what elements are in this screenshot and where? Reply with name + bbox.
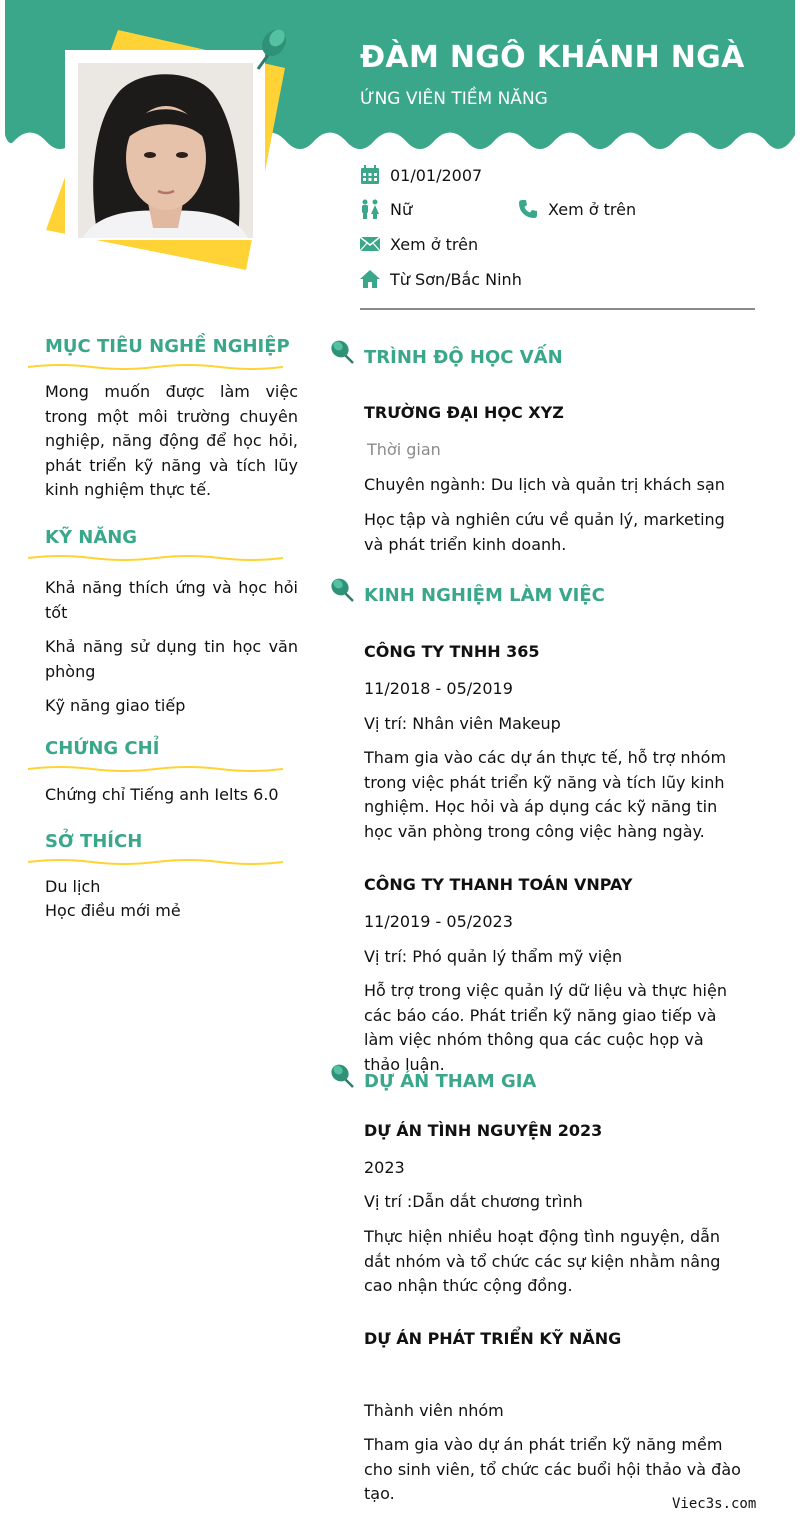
skill-item: Khả năng thích ứng và học hỏi tốt	[45, 578, 298, 622]
education-major: Chuyên ngành: Du lịch và quản trị khách sạn	[364, 475, 725, 494]
projects-heading: DỰ ÁN THAM GIA	[364, 1071, 537, 1092]
candidate-subtitle: ỨNG VIÊN TIỀM NĂNG	[360, 89, 548, 109]
job-desc: Tham gia vào các dự án thực tế, hỗ trợ nhóm trong việc phát triển kỹ năng và tích lũy kinh nghiệm. Học hỏi và áp dụng các kỹ năng tin học văn phòng trong công việc hàng ngày.	[364, 748, 727, 841]
address-value: Từ Sơn/Bắc Ninh	[390, 269, 522, 289]
hobbies-underline	[28, 857, 283, 867]
pushpin-icon	[329, 338, 357, 366]
dob-value: 01/01/2007	[390, 165, 483, 185]
contact-dob	[360, 165, 482, 185]
certificates-heading: CHỨNG CHỈ	[45, 738, 160, 759]
objective-text: Mong muốn được làm việc trong một môi trường chuyên nghiệp, năng động để học hỏi, phát triển kỹ năng và tích lũy kinh nghiệm thực tế.	[45, 382, 298, 499]
contact-gender	[360, 199, 412, 219]
certificate-item: Chứng chỉ Tiếng anh Ielts 6.0	[45, 785, 279, 804]
hobby-item: Học điều mới mẻ	[45, 901, 181, 920]
home-icon	[360, 269, 380, 289]
job-period: 11/2019 - 05/2023	[364, 912, 513, 931]
education-time: Thời gian	[367, 440, 441, 459]
hobby-item: Du lịch	[45, 877, 101, 896]
pushpin-icon	[250, 25, 290, 73]
footer-brand[interactable]: Viec3s.com	[672, 1496, 757, 1512]
job-position: Vị trí: Nhân viên Makeup	[364, 714, 561, 733]
profile-photo	[78, 63, 253, 238]
phone-value: Xem ở trên	[548, 199, 637, 219]
phone-icon	[518, 199, 538, 219]
contact-email	[360, 234, 478, 254]
objective-heading: MỤC TIÊU NGHỀ NGHIỆP	[45, 336, 290, 357]
email-value: Xem ở trên	[390, 234, 479, 254]
skills-heading: KỸ NĂNG	[45, 527, 138, 548]
project-role: Thành viên nhóm	[364, 1401, 504, 1420]
pushpin-icon	[329, 1062, 357, 1090]
project-name: DỰ ÁN PHÁT TRIỂN KỸ NĂNG	[364, 1329, 622, 1348]
project-name: DỰ ÁN TÌNH NGUYỆN 2023	[364, 1121, 603, 1140]
job-company: CÔNG TY THANH TOÁN VNPAY	[364, 875, 633, 894]
contact-address	[360, 269, 522, 289]
job-desc: Hỗ trợ trong việc quản lý dữ liệu và thực hiện các báo cáo. Phát triển kỹ năng giao tiếp và làm việc nhóm thông qua các cuộc họp và thảo luận.	[364, 981, 727, 1074]
contact-phone	[518, 199, 636, 219]
gender-value: Nữ	[390, 199, 413, 219]
education-school: TRƯỜNG ĐẠI HỌC XYZ	[364, 403, 564, 422]
project-desc: Thực hiện nhiều hoạt động tình nguyện, dẫn dắt nhóm và tổ chức các sự kiện nhằm nâng cao nhận thức cộng đồng.	[364, 1227, 721, 1295]
job-period: 11/2018 - 05/2019	[364, 679, 513, 698]
education-heading: TRÌNH ĐỘ HỌC VẤN	[364, 347, 563, 368]
skill-item: Khả năng sử dụng tin học văn phòng	[45, 637, 298, 681]
pushpin-icon	[329, 576, 357, 604]
objective-underline	[28, 362, 283, 372]
skill-item: Kỹ năng giao tiếp	[45, 696, 186, 715]
job-position: Vị trí: Phó quản lý thẩm mỹ viện	[364, 947, 623, 966]
certificates-underline	[28, 764, 283, 774]
gender-icon	[360, 199, 380, 219]
hobbies-heading: SỞ THÍCH	[45, 831, 143, 852]
contact-divider	[360, 308, 755, 310]
photo-frame	[65, 50, 265, 240]
education-desc: Học tập và nghiên cứu về quản lý, marketing và phát triển kinh doanh.	[364, 510, 725, 554]
job-company: CÔNG TY TNHH 365	[364, 642, 540, 661]
experience-heading: KINH NGHIỆM LÀM VIỆC	[364, 585, 605, 606]
project-desc: Tham gia vào dự án phát triển kỹ năng mềm cho sinh viên, tổ chức các buổi hội thảo và đào tạo.	[364, 1435, 741, 1503]
skills-underline	[28, 553, 283, 563]
candidate-name: ĐÀM NGÔ KHÁNH NGÀ	[360, 40, 745, 75]
project-role: Vị trí :Dẫn dắt chương trình	[364, 1192, 583, 1211]
project-year: 2023	[364, 1158, 405, 1177]
calendar-icon	[360, 165, 380, 185]
mail-icon	[360, 234, 380, 254]
